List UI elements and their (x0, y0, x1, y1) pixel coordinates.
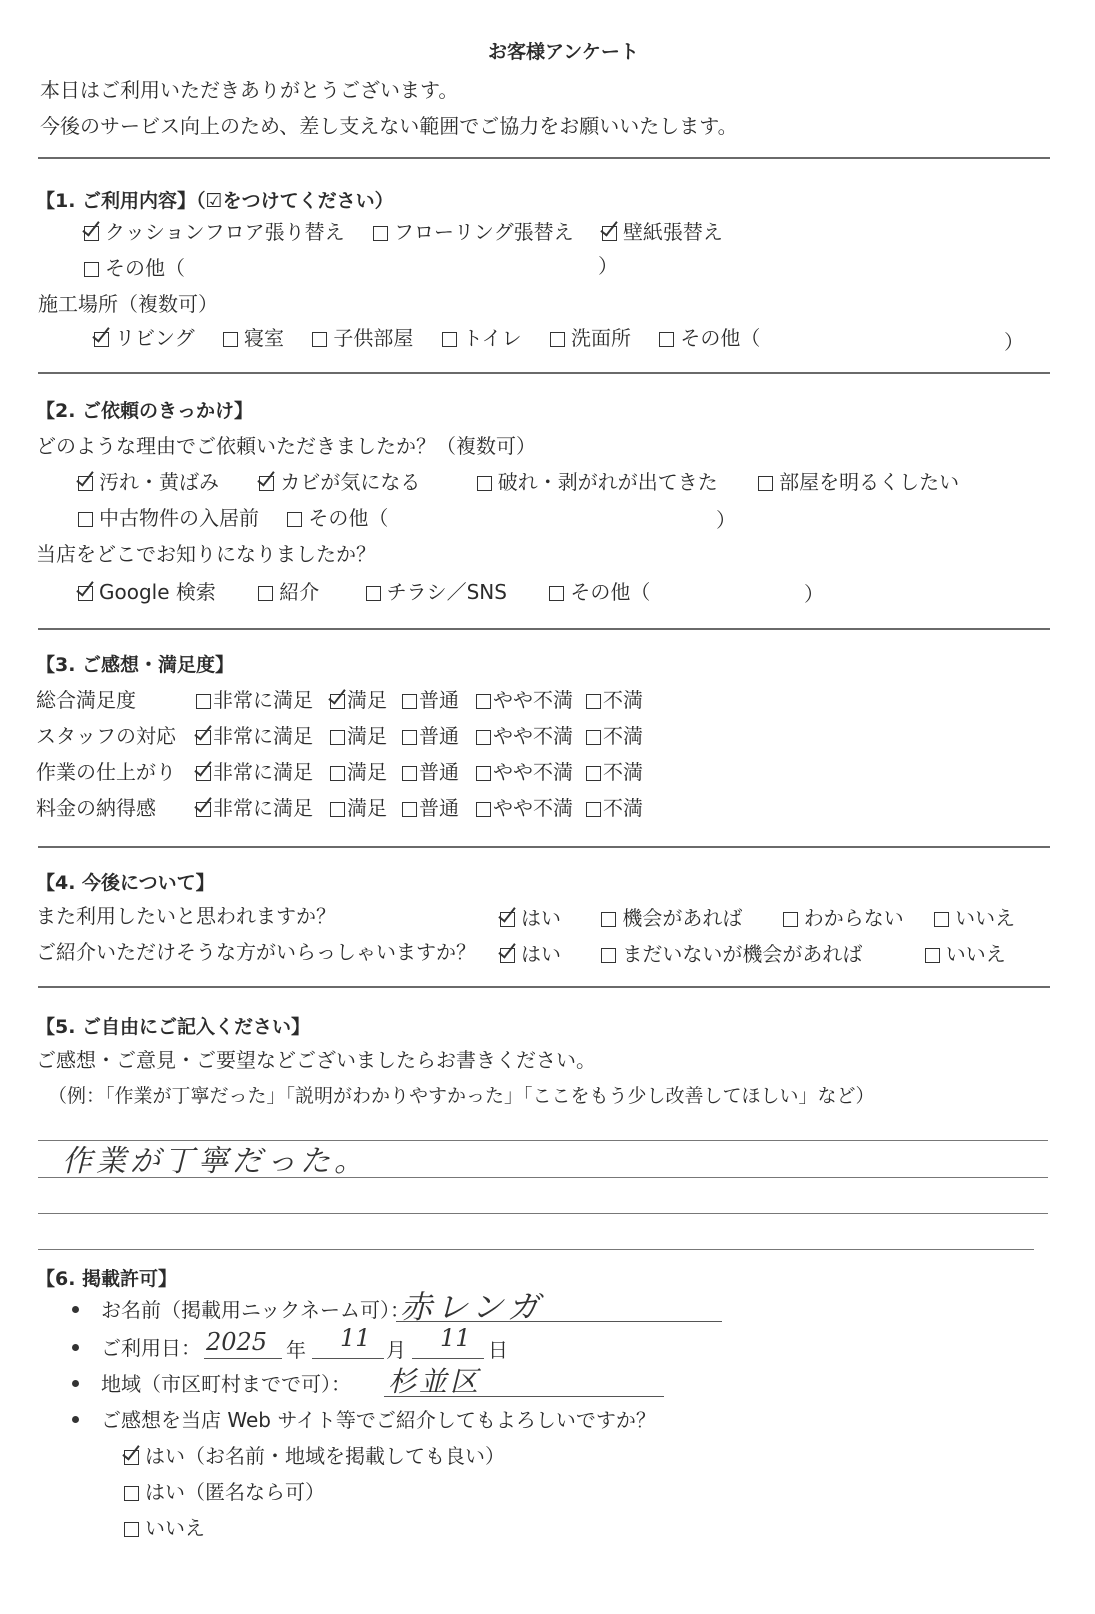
rating-option-label: 普通 (419, 724, 459, 748)
checkbox-checked[interactable] (259, 476, 274, 491)
section-5-heading: 【5. ご自由にご記入ください】 (36, 1016, 311, 1038)
checkbox[interactable] (258, 586, 273, 601)
intro-line-2: 今後のサービス向上のため、差し支えない範囲でご協力をお願いいたします。 (40, 114, 738, 138)
checkbox-checked[interactable] (602, 226, 617, 241)
writing-line (38, 1140, 1048, 1141)
checkbox[interactable] (402, 730, 417, 745)
rating-option-label: 不満 (603, 688, 643, 712)
referral-question: ご紹介いただけそうな方がいらっしゃいますか？ (36, 940, 476, 964)
checkbox[interactable] (758, 476, 773, 491)
rating-row-label: スタッフの対応 (36, 724, 176, 748)
place-option[interactable]: 子供部屋 (312, 324, 413, 352)
checkbox[interactable] (476, 766, 491, 781)
referral-option[interactable]: いいえ (925, 940, 1006, 968)
service-option[interactable]: フローリング張替え (373, 218, 574, 246)
writing-line (38, 1249, 1034, 1250)
date-year[interactable]: 2025 (206, 1328, 268, 1356)
place-option[interactable]: 洗面所 (550, 324, 631, 352)
service-other[interactable]: その他（ (84, 254, 185, 282)
checkbox-checked[interactable] (196, 766, 211, 781)
reuse-option[interactable]: いいえ (934, 904, 1015, 932)
rating-option[interactable] (476, 794, 573, 822)
reason-option[interactable]: カビが気になる (259, 468, 420, 496)
reason-option[interactable]: 破れ・剥がれが出てきた (477, 468, 718, 496)
checkbox[interactable] (659, 332, 674, 347)
checkbox-checked[interactable] (94, 332, 109, 347)
checkbox[interactable] (925, 948, 940, 963)
day-unit: 日 (488, 1338, 508, 1362)
place-option[interactable]: トイレ (442, 324, 522, 352)
source-question: 当店をどこでお知りになりましたか？ (36, 542, 376, 566)
checkbox[interactable] (601, 948, 616, 963)
checkbox[interactable] (586, 802, 601, 817)
place-option[interactable]: リビング (94, 324, 195, 352)
rating-option[interactable] (330, 758, 387, 786)
section-4-heading: 【4. 今後について】 (36, 872, 215, 894)
reason-option[interactable]: 中古物件の入居前 (78, 504, 259, 532)
rating-option[interactable] (586, 722, 643, 750)
rating-option[interactable] (476, 758, 573, 786)
rating-option[interactable] (476, 686, 573, 714)
checkbox[interactable] (586, 694, 601, 709)
source-option[interactable]: 紹介 (258, 578, 319, 606)
checkbox[interactable] (476, 802, 491, 817)
checkbox-checked[interactable] (196, 730, 211, 745)
year-unit: 年 (286, 1338, 306, 1362)
date-month[interactable]: 11 (340, 1324, 371, 1352)
place-label: 施工場所（複数可） (38, 292, 218, 316)
checkbox[interactable] (330, 766, 345, 781)
reuse-question: また利用したいと思われますか？ (36, 904, 336, 928)
rating-option-label: 非常に満足 (213, 688, 313, 712)
rating-option-label: 不満 (603, 796, 643, 820)
rating-option-label: 非常に満足 (213, 796, 313, 820)
source-option[interactable]: その他（ (549, 578, 650, 606)
rating-option[interactable] (330, 686, 387, 714)
consent-question: ご感想を当店 Web サイト等でご紹介してもよろしいですか？ (72, 1406, 656, 1434)
rating-option-label: やや不満 (493, 760, 573, 784)
reason-option[interactable]: 汚れ・黄ばみ (78, 468, 219, 496)
name-row: お名前（掲載用ニックネーム可）： (72, 1296, 410, 1324)
area-underline (384, 1396, 664, 1397)
comment-prompt: ご感想・ご意見・ご要望などございましたらお書きください。 (36, 1048, 596, 1072)
source-option[interactable]: チラシ／SNS (366, 578, 507, 606)
rating-option[interactable] (402, 794, 459, 822)
date-day[interactable]: 11 (440, 1324, 471, 1352)
rating-option-label: 満足 (347, 760, 387, 784)
rating-option-label: 満足 (347, 796, 387, 820)
bullet-icon (72, 1380, 79, 1387)
section-2-heading: 【2. ご依頼のきっかけ】 (36, 400, 254, 422)
place-options (94, 324, 782, 352)
checkbox[interactable] (402, 694, 417, 709)
intro-line-1: 本日はご利用いただきありがとうございます。 (40, 78, 459, 102)
reason-options-row-2 (78, 504, 410, 532)
checkbox-checked[interactable] (330, 694, 345, 709)
reason-options-row-1 (78, 468, 981, 496)
reuse-option[interactable]: はい (500, 904, 561, 932)
rating-row-label: 料金の納得感 (36, 796, 156, 820)
reason-option[interactable]: 部屋を明るくしたい (758, 468, 959, 496)
bullet-icon (72, 1416, 79, 1423)
checkbox[interactable] (124, 1486, 139, 1501)
checkbox[interactable] (223, 332, 238, 347)
rating-option-label: 不満 (603, 724, 643, 748)
checkbox[interactable] (477, 476, 492, 491)
name-value[interactable]: 赤レンガ (400, 1288, 544, 1326)
referral-option[interactable]: まだいないが機会があれば (601, 940, 862, 968)
rating-option[interactable] (586, 686, 643, 714)
rating-option[interactable] (330, 794, 387, 822)
service-other-close: ） (598, 254, 618, 278)
divider (38, 157, 1050, 159)
place-option[interactable]: 寝室 (223, 324, 284, 352)
rating-option-label: 満足 (347, 688, 387, 712)
rating-row-label: 総合満足度 (36, 688, 136, 712)
checkbox-checked[interactable] (500, 948, 515, 963)
rating-row-label: 作業の仕上がり (36, 760, 176, 784)
checkbox[interactable] (601, 912, 616, 927)
name-underline (396, 1321, 722, 1322)
form-title: お客様アンケート (488, 41, 639, 63)
referral-option[interactable]: はい (500, 940, 561, 968)
month-unit: 月 (386, 1338, 406, 1362)
rating-option-label: 非常に満足 (213, 760, 313, 784)
rating-option[interactable] (330, 722, 387, 750)
rating-option[interactable] (586, 758, 643, 786)
reason-other-close: ） (716, 508, 736, 532)
service-options (84, 218, 745, 246)
reason-option[interactable]: その他（ (287, 504, 388, 532)
checkbox-checked[interactable] (124, 1450, 139, 1465)
checkbox[interactable] (330, 730, 345, 745)
rating-option-label: 非常に満足 (213, 724, 313, 748)
area-value[interactable]: 杉並区 (388, 1365, 482, 1398)
checkbox[interactable] (330, 802, 345, 817)
divider (38, 372, 1050, 374)
checkbox-checked[interactable] (500, 912, 515, 927)
rating-option[interactable] (402, 758, 459, 786)
checkbox[interactable] (373, 226, 388, 241)
checkbox-checked[interactable] (84, 226, 99, 241)
checkbox[interactable] (934, 912, 949, 927)
section-3-heading: 【3. ご感想・満足度】 (36, 654, 235, 676)
checkbox[interactable] (402, 766, 417, 781)
checkbox[interactable] (78, 512, 93, 527)
reuse-option[interactable]: 機会があれば (601, 904, 742, 932)
rating-option[interactable] (196, 794, 313, 822)
bullet-icon (72, 1344, 79, 1351)
rating-option-label: 普通 (419, 760, 459, 784)
service-option[interactable]: 壁紙張替え (602, 218, 723, 246)
consent-option[interactable]: はい（匿名なら可） (124, 1478, 325, 1506)
rating-option-label: 普通 (419, 796, 459, 820)
rating-option-label: やや不満 (493, 724, 573, 748)
year-underline (204, 1358, 282, 1359)
checkbox[interactable] (196, 694, 211, 709)
place-option[interactable]: その他（ (659, 324, 760, 352)
consent-option[interactable]: はい（お名前・地域を掲載しても良い） (124, 1442, 505, 1470)
checkbox[interactable] (124, 1522, 139, 1537)
comment-example: （例：「作業が丁寧だった」「説明がわかりやすかった」「ここをもう少し改善してほしい」など） (48, 1085, 875, 1107)
service-option[interactable]: クッションフロア張り替え (84, 218, 345, 246)
checkbox[interactable] (476, 730, 491, 745)
divider (38, 986, 1050, 988)
checkbox-checked[interactable] (196, 802, 211, 817)
rating-option[interactable] (196, 758, 313, 786)
consent-option[interactable]: いいえ (124, 1514, 205, 1542)
bullet-icon (72, 1306, 79, 1313)
day-underline (412, 1358, 484, 1359)
checkbox[interactable] (84, 262, 99, 277)
comment-answer[interactable]: 作業が丁寧だった。 (62, 1144, 368, 1179)
reuse-options (500, 904, 1037, 932)
checkbox[interactable] (550, 332, 565, 347)
rating-option[interactable] (402, 686, 459, 714)
place-other-close: ） (1004, 330, 1024, 354)
checkbox[interactable] (586, 730, 601, 745)
checkbox[interactable] (442, 332, 457, 347)
divider (38, 846, 1050, 848)
area-row: 地域（市区町村までで可）： (72, 1370, 351, 1398)
checkbox[interactable] (366, 586, 381, 601)
rating-option-label: 不満 (603, 760, 643, 784)
rating-option[interactable] (402, 722, 459, 750)
rating-option[interactable] (476, 722, 573, 750)
rating-option[interactable] (196, 722, 313, 750)
rating-option[interactable] (196, 686, 313, 714)
section-6-heading: 【6. 掲載許可】 (36, 1268, 178, 1290)
rating-option-label: やや不満 (493, 688, 573, 712)
checkbox[interactable] (783, 912, 798, 927)
reason-question: どのような理由でご依頼いただきましたか？（複数可） (36, 434, 536, 458)
checkbox-checked[interactable] (78, 586, 93, 601)
divider (38, 628, 1050, 630)
month-underline (312, 1358, 384, 1359)
writing-line (38, 1177, 1048, 1178)
source-other-close: ） (804, 582, 824, 606)
checkbox[interactable] (402, 802, 417, 817)
rating-option-label: 満足 (347, 724, 387, 748)
checkbox[interactable] (586, 766, 601, 781)
section-1-heading: 【1. ご利用内容】（☑をつけてください） (36, 190, 394, 212)
writing-line (38, 1213, 1048, 1214)
source-options (78, 578, 672, 606)
checkbox[interactable] (312, 332, 327, 347)
reuse-option[interactable]: わからない (783, 904, 904, 932)
referral-options (500, 940, 1028, 968)
rating-option[interactable] (586, 794, 643, 822)
checkbox[interactable] (476, 694, 491, 709)
checkbox-checked[interactable] (78, 476, 93, 491)
rating-option-label: やや不満 (493, 796, 573, 820)
source-option[interactable]: Google 検索 (78, 578, 216, 606)
checkbox[interactable] (287, 512, 302, 527)
date-row: ご利用日： (72, 1334, 201, 1362)
rating-option-label: 普通 (419, 688, 459, 712)
checkbox[interactable] (549, 586, 564, 601)
